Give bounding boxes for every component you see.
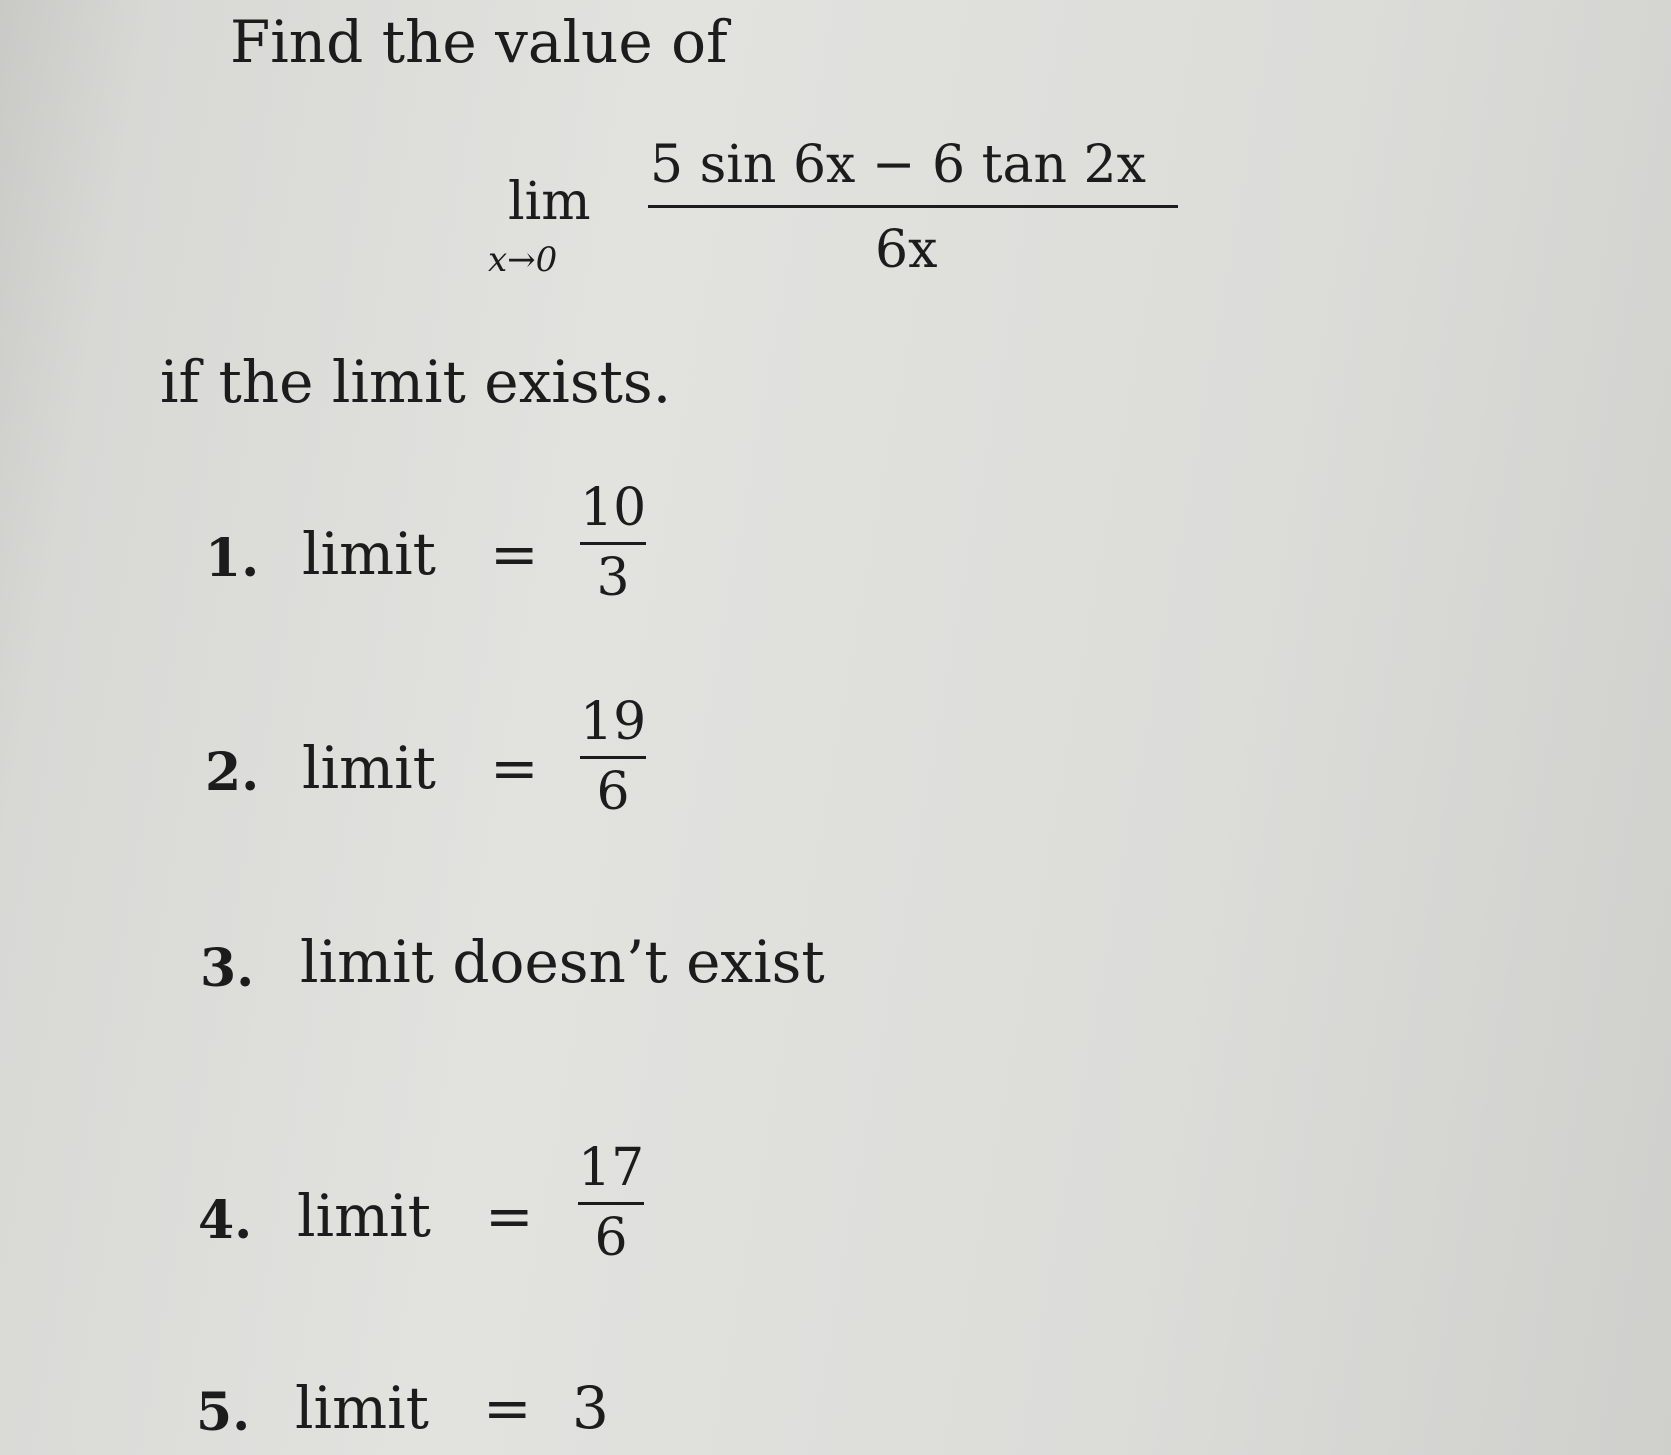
option-fraction — [578, 1138, 645, 1268]
equals-sign: = — [490, 734, 539, 802]
question-intro: Find the value of — [230, 8, 728, 76]
option-text: limit — [302, 734, 436, 802]
equals-sign: = — [490, 520, 539, 588]
fraction-denominator: 3 — [596, 547, 630, 608]
fraction-bar — [580, 756, 646, 759]
option-text: limit — [297, 1182, 431, 1250]
fraction-numerator: 17 — [578, 1138, 645, 1198]
option-number: 1. — [205, 528, 260, 589]
option-number: 4. — [198, 1190, 253, 1251]
limit-numerator: 5 sin 6x − 6 tan 2x — [650, 135, 1146, 195]
fraction-denominator: 6 — [594, 1207, 628, 1268]
option-fraction — [580, 692, 647, 822]
fraction-numerator: 10 — [580, 478, 647, 538]
option-number: 2. — [205, 742, 260, 803]
option-number: 3. — [200, 938, 255, 999]
limit-denominator: 6x — [875, 220, 938, 280]
option-number: 5. — [196, 1382, 251, 1443]
option-text: limit — [295, 1374, 429, 1442]
question-outro: if the limit exists. — [160, 348, 672, 416]
option-text: limit — [302, 520, 436, 588]
limit-operator: lim — [508, 172, 591, 232]
fraction-denominator: 6 — [596, 761, 630, 822]
option-fraction — [580, 478, 647, 608]
equals-sign: = — [483, 1374, 532, 1442]
fraction-bar — [578, 1202, 644, 1205]
option-value: 3 — [572, 1374, 609, 1442]
fraction-bar — [648, 205, 1178, 208]
fraction-numerator: 19 — [580, 692, 647, 752]
option-text: limit doesn’t exist — [300, 928, 825, 996]
fraction-bar — [580, 542, 646, 545]
equals-sign: = — [485, 1182, 534, 1250]
limit-subscript: x→0 — [488, 240, 558, 280]
